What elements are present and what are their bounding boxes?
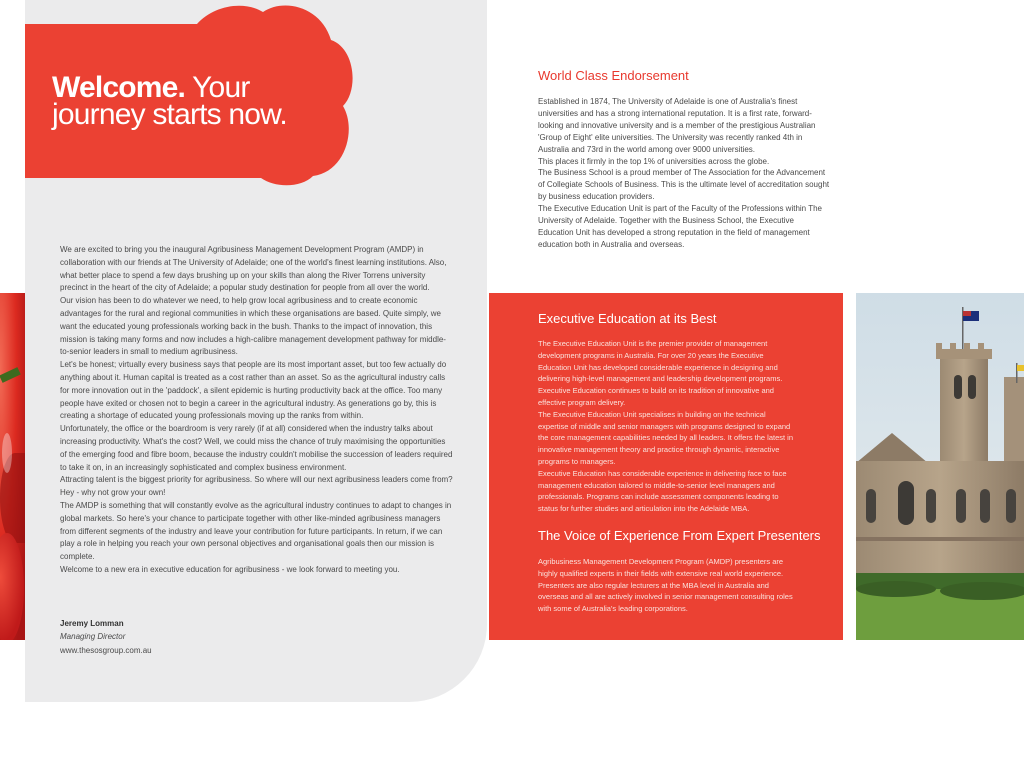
- letter-paragraph: We are excited to bring you the inaugural Agribusiness Management Development Program (AMDP) in collaboration with our friends at The University of Adelaide; one of the world's finest learning institutions. Also, what better place to spend a few days brushing up on your skills than along the River Torrens university precinct in the heart of the city of Adelaide; a popular study destination for people from all over the world.: [60, 245, 447, 293]
- welcome-bold: Welcome.: [52, 71, 186, 104]
- executive-title: Executive Education at its Best: [538, 311, 717, 326]
- welcome-line1-rest: Your: [185, 71, 250, 104]
- endorsement-paragraph: The Executive Education Unit is part of the Faculty of the Professions within The University of Adelaide. Together with the Business School, the Executive Education Unit has developed a strong reputation in the field of management education both in Australia and overseas.: [538, 204, 822, 249]
- letter-paragraph: The AMDP is something that will constantly evolve as the agricultural industry continues to adapt to changes in global markets. So here's your chance to participate together with other like-minded agribusiness managers from different segments of the industry and leave your contribution for future participants. In return, if we can play a role in helping you reach your own personal objectives and organisational goals then our mission is complete.: [60, 500, 452, 562]
- welcome-letter: [60, 244, 454, 577]
- welcome-line2: journey starts now.: [52, 98, 287, 131]
- endorsement-title: World Class Endorsement: [538, 68, 689, 83]
- executive-education-box: [489, 293, 843, 640]
- signature-title: Managing Director: [60, 632, 126, 641]
- voice-paragraph: Agribusiness Management Development Program (AMDP) presenters are highly qualified experts in their fields with extensive real world experience. Presenters are also regular lecturers at the MBA level in Australia and overseas and all are actively involved in senior management consulting roles with some of Australia's leading corporations.: [538, 557, 793, 614]
- university-building-photo: [856, 293, 1024, 640]
- letter-paragraph: Unfortunately, the office or the boardroom is very rarely (if at all) considered when the industry talks about increasing productivity. What's the cost? Well, we could miss the chance of truly maximising the opportunities of the emerging food and fibre boom, because the industry couldn't mobilise the succession of leaders required to take it on, in an increasingly sophisticated and complex business environment.: [60, 424, 453, 472]
- tomato-photo: [0, 293, 26, 640]
- executive-paragraph: The Executive Education Unit is the premier provider of management development programs in Australia. For over 20 years the Executive Education Unit has developed considerable experience in designing and delivering high-level management and leadership development programs. Executive Education continues to build on its tradition of innovative and effective program delivery.: [538, 339, 783, 407]
- welcome-heading: [52, 71, 287, 131]
- endorsement-body: [538, 96, 830, 251]
- letter-paragraph: Attracting talent is the biggest priority for agribusiness. So where will our next agribusiness leaders come from? Hey - why not grow your own!: [60, 475, 453, 498]
- tomato-stem: [0, 367, 21, 383]
- endorsement-paragraph: The Business School is a proud member of The Association for the Advancement of Collegiate Schools of Business. This is the ultimate level of accreditation sought by business education providers.: [538, 168, 830, 202]
- voice-title: The Voice of Experience From Expert Presenters: [538, 528, 821, 543]
- letter-paragraph: Welcome to a new era in executive education for agribusiness - we look forward to meeting you.: [60, 564, 400, 574]
- signature-url: www.thesosgroup.com.au: [60, 646, 152, 655]
- endorsement-paragraph: Established in 1874, The University of Adelaide is one of Australia's finest universities and has a strong international reputation. It is a first rate, forward-looking and innovative university and is a member of the prestigious Australian 'Group of Eight' elite universities. The University was recently ranked 4th in Australia and 73rd in the world among over 9000 universities.: [538, 97, 816, 154]
- letter-paragraph: Let's be honest; virtually every business says that people are its most important asset, but too few actually do anything about it. Human capital is treated as a cost rather than an asset. So as the agricultural industry calls for more innovation out in the 'paddock', a silent epidemic is hurting productivity back at the office. Too many people have exited or chosen not to begin a career in the agricultural industry. As generations go by, this is creating a shortage of educated young professionals moving up the ranks from within.: [60, 360, 447, 421]
- executive-body: [538, 338, 796, 515]
- executive-paragraph: Executive Education has considerable experience in delivering face to face management education tailored to middle-to-senior level managers and professionals. Programs can include assessment components leading to status for further studies and articulation into the Adelaide MBA.: [538, 468, 787, 514]
- tomato-highlight: [2, 433, 12, 473]
- tomato-second: [0, 533, 24, 640]
- executive-paragraph: The Executive Education Unit specialises in building on the technical expertise of middle and senior managers with programs designed to expand the core management capabilities needed by all leaders. It offers the latest in innovative management theory and practice through dynamic, interactive programs to managers.: [538, 409, 794, 466]
- building-illustration: [856, 293, 1024, 640]
- welcome-cloud: [25, 0, 355, 190]
- voice-body: [538, 556, 796, 615]
- letter-paragraph: Our vision has been to do whatever we need, to help grow local agribusiness and to create economic advantages for the rural and regional communities in which these organisations are based. Quite simply, we want the educated young professionals working back in the bush. Thanks to the impact of innovation, this mission is taking many forms and now includes a high-calibre management development pathway for middle-to-senior leaders in small to medium agribusiness.: [60, 296, 446, 357]
- endorsement-paragraph: This places it firmly in the top 1% of universities across the globe.: [538, 156, 770, 166]
- signature-name: Jeremy Lomman: [60, 619, 124, 628]
